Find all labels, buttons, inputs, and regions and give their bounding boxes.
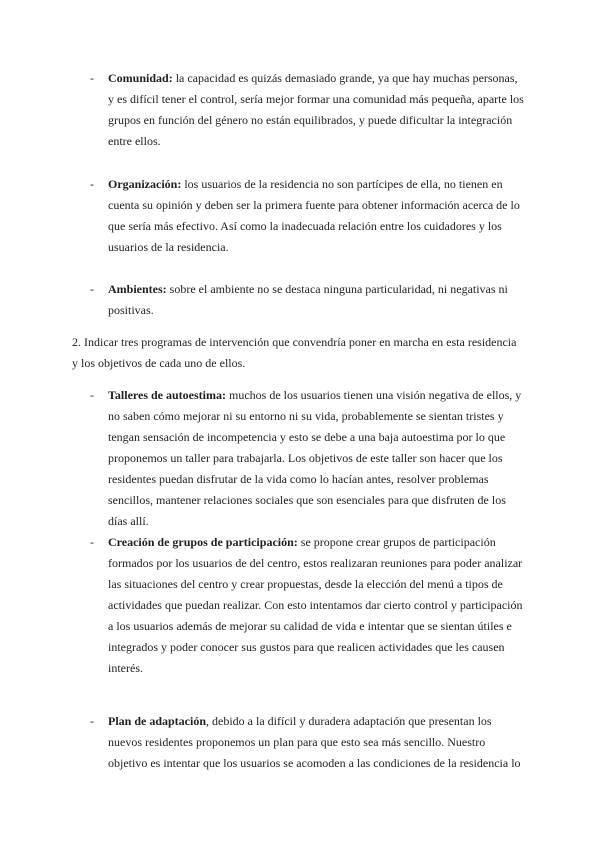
item-text: muchos de los usuarios tienen una visión negativa de ellos, y no saben cómo mejorar ni su entorno ni su vida, probablemente se sientan tristes y tengan sensación de incompetencia y esto se debe a una baja autoestima por lo que proponemos un taller para trabajarla. Los objetivos de este taller son hacer que los residentes puedan disfrutar de la vida como lo hacían antes, resolver problemas sencillos, mantener relaciones sociales que son esenciales para que disfruten de los días allí.	[108, 388, 522, 528]
item-text: la capacidad es quizás demasiado grande, ya que hay muchas personas, y es difícil tener el control, sería mejor formar una comunidad más pequeña, aparte los grupos en función del género no están equilibrados, y puede dificultar la integración entre ellos.	[108, 71, 524, 148]
item-label: Comunidad:	[108, 71, 173, 85]
list-item-organizacion	[108, 174, 524, 258]
item-label: Organización:	[108, 177, 182, 191]
bullet-marker: -	[90, 714, 94, 728]
item-text: , debido a la difícil y duradera adaptación que presentan los nuevos residentes proponemos un plan para que esto sea más sencillo. Nuestro objetivo es intentar que los usuarios se acomoden a las condiciones de la residencia lo	[108, 714, 521, 770]
list-item-plan-adaptacion	[108, 711, 524, 774]
list-item-talleres-autoestima	[108, 385, 524, 532]
item-label: Plan de adaptación	[108, 714, 207, 728]
list-item-comunidad	[108, 68, 524, 152]
item-text: sobre el ambiente no se destaca ninguna particularidad, ni negativas ni positivas.	[108, 282, 508, 317]
bullet-marker: -	[90, 388, 94, 402]
item-label: Creación de grupos de participación:	[108, 535, 298, 549]
bullet-marker: -	[90, 71, 94, 85]
item-label: Ambientes:	[108, 282, 167, 296]
list-item-ambientes	[108, 279, 524, 321]
bullet-marker: -	[90, 535, 94, 549]
item-text: se propone crear grupos de participación formados por los usuarios de del centro, estos realizaran reuniones para poder analizar las situaciones del centro y crear propuestas, desde la elección del menú a tipos de actividades que puedan realizar. Con esto intentamos dar cierto control y participación a los usuarios además de mejorar su calidad de vida e intentar que se sientan útiles e integrados y poder conocer sus gustos para que realicen actividades que les causen interés.	[108, 535, 523, 675]
list-item-grupos-participacion	[108, 532, 524, 679]
question-2-paragraph: 2. Indicar tres programas de intervención que convendría poner en marcha en esta residencia y los objetivos de cada uno de ellos.	[72, 335, 517, 370]
item-label: Talleres de autoestima:	[108, 388, 226, 402]
bullet-marker: -	[90, 282, 94, 296]
bullet-marker: -	[90, 177, 94, 191]
item-text: los usuarios de la residencia no son partícipes de ella, no tienen en cuenta su opinión y deben ser la primera fuente para obtener información acerca de lo que sería más efectivo. Así como la inadecuada relación entre los cuidadores y los usuarios de la residencia.	[108, 177, 520, 254]
